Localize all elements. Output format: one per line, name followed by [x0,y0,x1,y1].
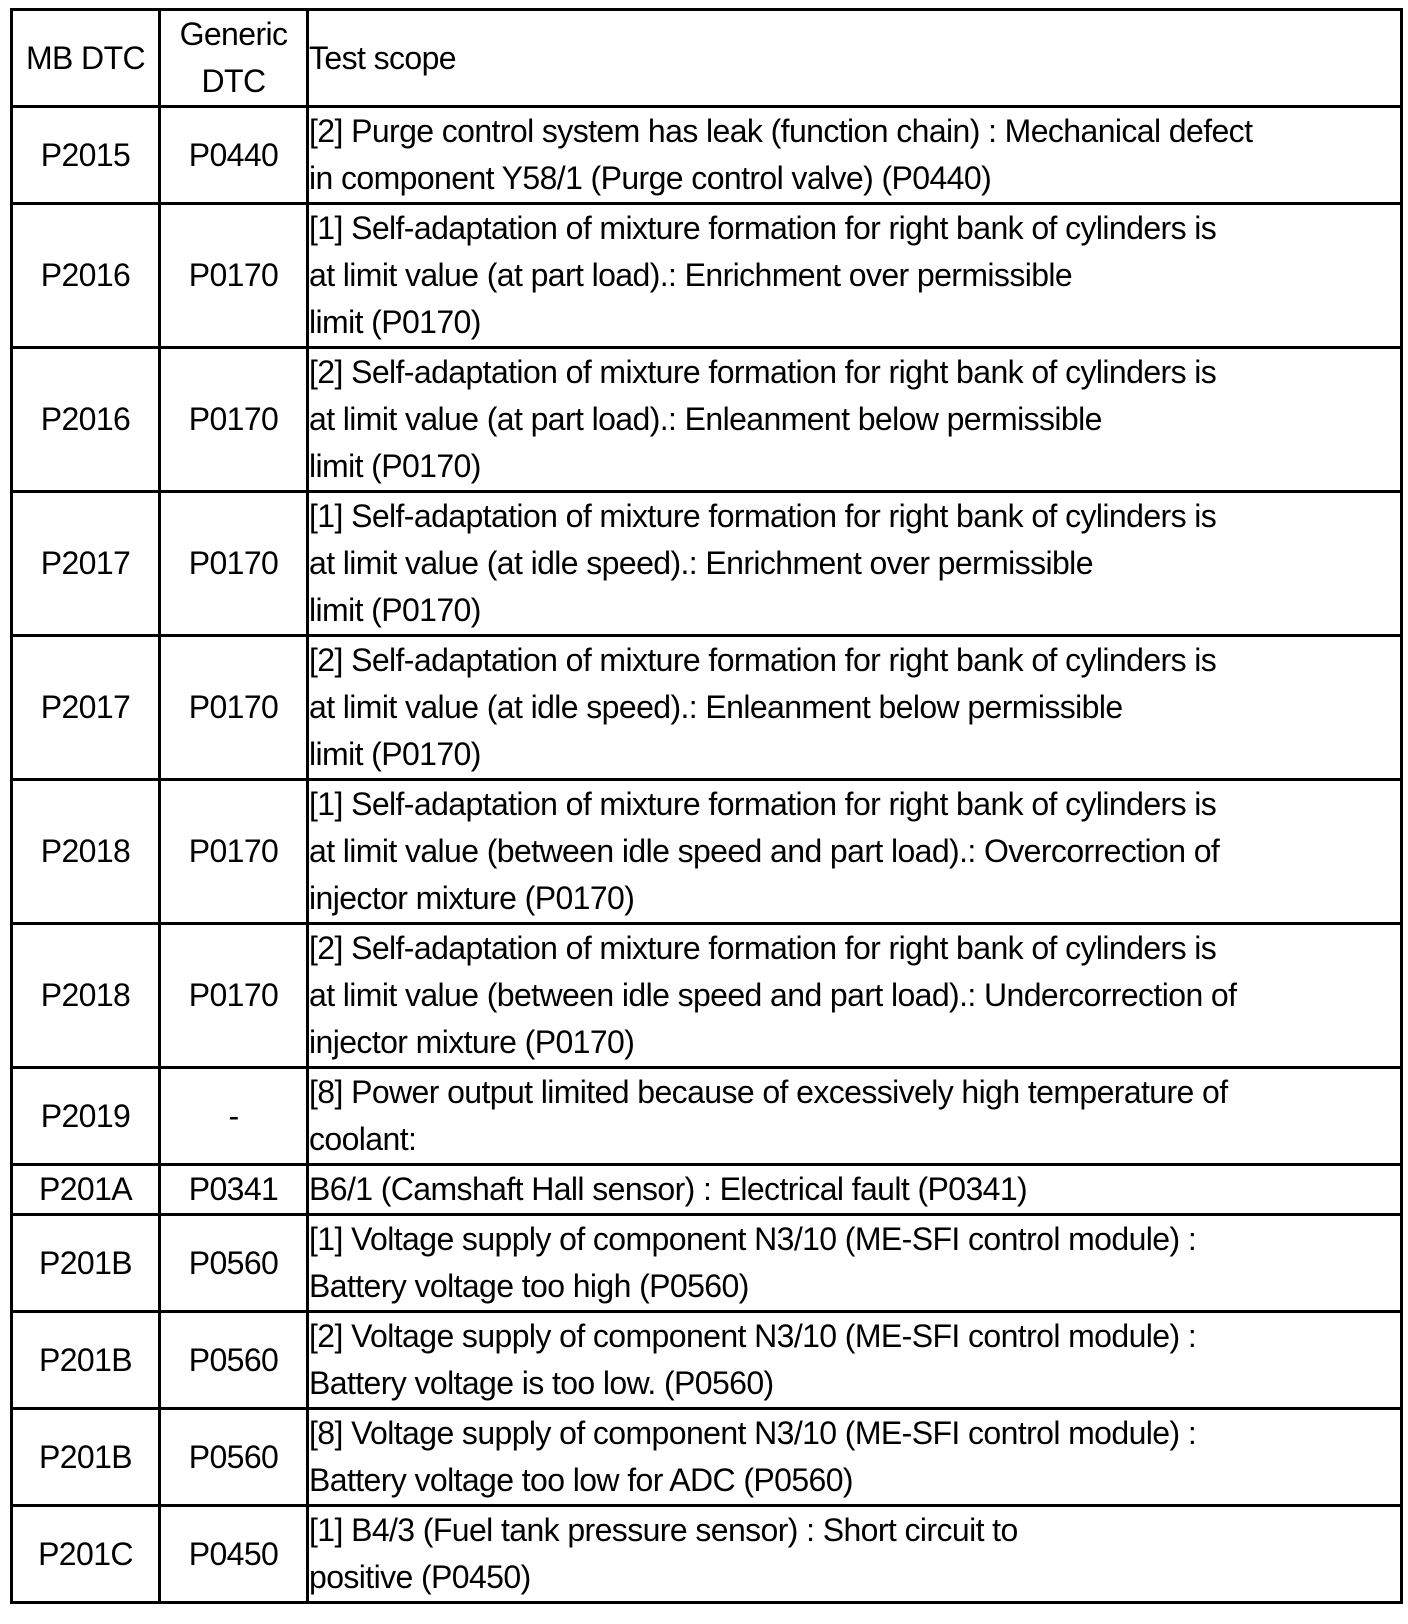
table-row [12,780,1402,924]
mb-dtc-cell: P2015 [12,107,160,204]
header-test-scope: Test scope [308,10,1402,107]
mb-dtc-cell: P2017 [12,636,160,780]
test-scope-cell: [2] Self-adaptation of mixture formation for right bank of cylinders is at limit value (at idle speed).: Enleanment below permissible limit (P0170) [308,636,1402,780]
mb-dtc-cell: P201B [12,1409,160,1506]
test-scope-cell: [1] Self-adaptation of mixture formation for right bank of cylinders is at limit value (at part load).: Enrichment over permissible limit (P0170) [308,204,1402,348]
table-row [12,204,1402,348]
table-row [12,1068,1402,1165]
header-mb-dtc: MB DTC [12,10,160,107]
mb-dtc-cell: P2019 [12,1068,160,1165]
generic-dtc-cell: P0560 [160,1312,308,1409]
test-scope-cell: [8] Power output limited because of excessively high temperature of coolant: [308,1068,1402,1165]
test-scope-cell: [1] B4/3 (Fuel tank pressure sensor) : Short circuit to positive (P0450) [308,1506,1402,1603]
test-scope-cell: [1] Self-adaptation of mixture formation for right bank of cylinders is at limit value (between idle speed and part load).: Overcorrection of injector mixture (P0170) [308,780,1402,924]
test-scope-cell: [1] Voltage supply of component N3/10 (ME-SFI control module) : Battery voltage too high (P0560) [308,1215,1402,1312]
table-row [12,924,1402,1068]
test-scope-cell: [2] Purge control system has leak (function chain) : Mechanical defect in component Y58/1 (Purge control valve) (P0440) [308,107,1402,204]
mb-dtc-cell: P2016 [12,204,160,348]
generic-dtc-cell: P0170 [160,348,308,492]
generic-dtc-cell: P0170 [160,636,308,780]
mb-dtc-cell: P201C [12,1506,160,1603]
generic-dtc-cell: P0170 [160,924,308,1068]
table-row [12,1165,1402,1215]
generic-dtc-cell: P0170 [160,204,308,348]
generic-dtc-cell: P0170 [160,780,308,924]
mb-dtc-cell: P201B [12,1215,160,1312]
dtc-table [10,8,1403,1604]
generic-dtc-cell: P0560 [160,1409,308,1506]
table-row [12,1506,1402,1603]
mb-dtc-cell: P201A [12,1165,160,1215]
generic-dtc-cell: P0170 [160,492,308,636]
test-scope-cell: [2] Self-adaptation of mixture formation for right bank of cylinders is at limit value (at part load).: Enleanment below permissible limit (P0170) [308,348,1402,492]
table-row [12,107,1402,204]
table-row [12,1215,1402,1312]
mb-dtc-cell: P2018 [12,924,160,1068]
table-row [12,492,1402,636]
table-row [12,636,1402,780]
header-generic-dtc: Generic DTC [160,10,308,107]
generic-dtc-cell: P0341 [160,1165,308,1215]
mb-dtc-cell: P2017 [12,492,160,636]
test-scope-cell: B6/1 (Camshaft Hall sensor) : Electrical fault (P0341) [308,1165,1402,1215]
header-row [12,10,1402,107]
mb-dtc-cell: P2016 [12,348,160,492]
table-row [12,1312,1402,1409]
table-row [12,348,1402,492]
generic-dtc-cell: P0560 [160,1215,308,1312]
test-scope-cell: [1] Self-adaptation of mixture formation for right bank of cylinders is at limit value (at idle speed).: Enrichment over permissible limit (P0170) [308,492,1402,636]
generic-dtc-cell: P0440 [160,107,308,204]
test-scope-cell: [8] Voltage supply of component N3/10 (ME-SFI control module) : Battery voltage too low for ADC (P0560) [308,1409,1402,1506]
test-scope-cell: [2] Voltage supply of component N3/10 (ME-SFI control module) : Battery voltage is too low. (P0560) [308,1312,1402,1409]
mb-dtc-cell: P2018 [12,780,160,924]
table-row [12,1409,1402,1506]
test-scope-cell: [2] Self-adaptation of mixture formation for right bank of cylinders is at limit value (between idle speed and part load).: Undercorrection of injector mixture (P0170) [308,924,1402,1068]
mb-dtc-cell: P201B [12,1312,160,1409]
generic-dtc-cell: P0450 [160,1506,308,1603]
generic-dtc-cell: - [160,1068,308,1165]
